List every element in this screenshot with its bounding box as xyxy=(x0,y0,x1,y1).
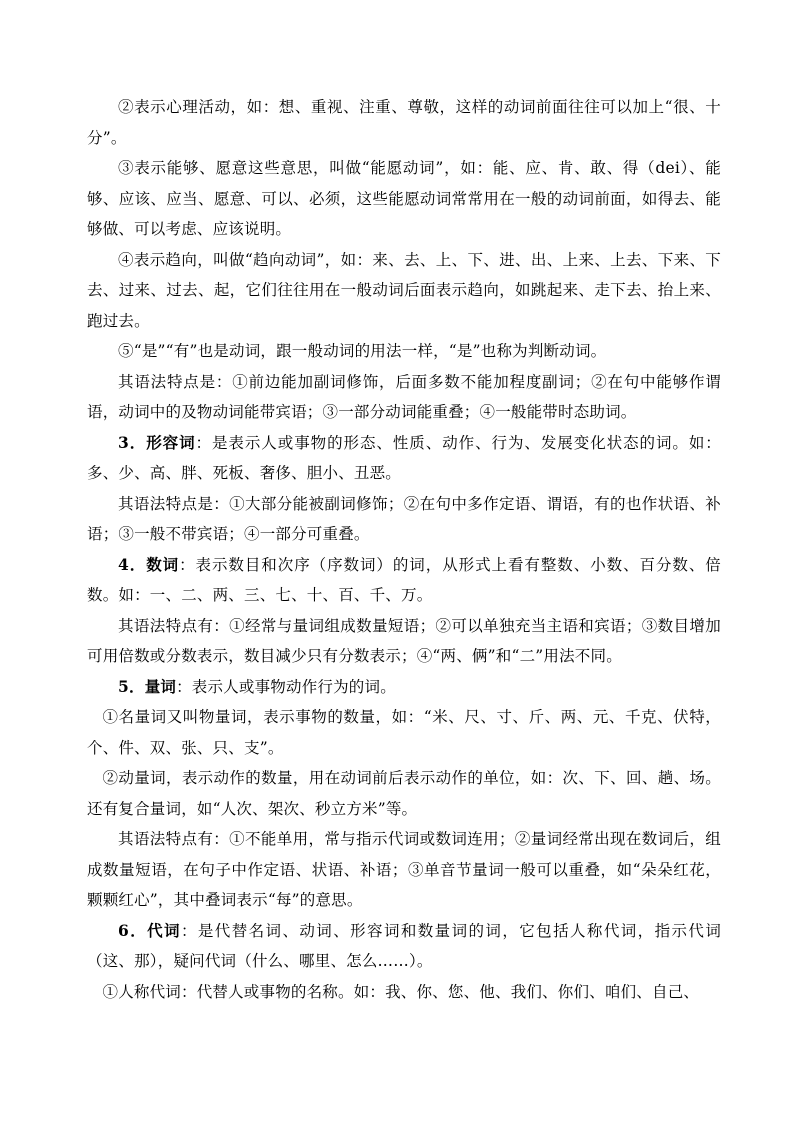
paragraph-text: ③表示能够、愿意这些意思，叫做“能愿动词”，如：能、应、肯、敢、得（dei）、能够、应该、应当、愿意、可以、必须，这些能愿动词常常用在一般的动词前面，如得去、能够做、可以考虑、应该说明。 xyxy=(87,159,721,238)
paragraph-modal-verbs xyxy=(87,153,721,245)
paragraph-text: ：是表示人或事物的形态、性质、动作、行为、发展变化状态的词。如：多、少、高、胖、死板、奢侈、胆小、丑恶。 xyxy=(87,433,722,482)
paragraph-text: 其语法特点是：①大部分能被副词修饰；②在句中多作定语、谓语，有的也作状语、补语；③一般不带宾语；④一部分可重叠。 xyxy=(87,494,721,543)
paragraph-text: ：表示数目和次序（序数词）的词，从形式上看有整数、小数、百分数、倍数。如：一、二、两、三、七、十、百、千、万。 xyxy=(87,555,721,604)
section-heading-numerals xyxy=(87,550,721,611)
paragraph-text: ④表示趋向，叫做“趋向动词”，如：来、去、上、下、进、出、上来、上去、下来、下去、过来、过去、起，它们往往用在一般动词后面表示趋向，如跳起来、走下去、抬上来、跑过去。 xyxy=(87,250,721,330)
paragraph-directional-verbs xyxy=(87,245,721,337)
paragraph-measure-word-grammar xyxy=(87,824,721,916)
paragraph-text: 其语法特点有：①不能单用，常与指示代词或数词连用；②量词经常出现在数词后，组成数量短语，在句子中作定语、状语、补语；③单音节量词一般可以重叠，如“朵朵红花，颗颗红心”，其中叠词表示“每”的意思。 xyxy=(87,830,721,909)
paragraph-text: ②动量词，表示动作的数量，用在动词前后表示动作的单位，如：次、下、回、趟、场。还有复合量词，如“人次、架次、秒立方米”等。 xyxy=(87,769,721,818)
paragraph-text: 其语法特点是：①前边能加副词修饰，后面多数不能加程度副词；②在句中能够作谓语，动词中的及物动词能带宾语；③一部分动词能重叠；④一般能带时态助词。 xyxy=(87,372,721,421)
paragraph-text: 其语法特点有：①经常与量词组成数量短语；②可以单独充当主语和宾语；③数目增加可用倍数或分数表示，数目减少只有分数表示；④“两、俩”和“二”用法不同。 xyxy=(87,616,721,665)
section-heading-pronouns xyxy=(87,916,721,977)
section-term: 数词 xyxy=(146,554,180,574)
section-heading-adjectives xyxy=(87,428,721,489)
section-number: 4． xyxy=(118,554,147,574)
section-number: 3． xyxy=(118,432,147,452)
paragraph-adjective-grammar xyxy=(87,489,721,550)
section-number: 5． xyxy=(118,676,145,696)
paragraph-text: ①名量词又叫物量词，表示事物的数量，如：“米、尺、寸、斤、两、元、千克、伏特，个、件、双、张、只、支”。 xyxy=(87,708,721,757)
section-number: 6． xyxy=(118,920,148,940)
paragraph-text: ①人称代词：代替人或事物的名称。如：我、你、您、他、我们、你们、咱们、自己、 xyxy=(102,982,700,1001)
paragraph-text: ：是代替名词、动词、形容词和数量词的词，它包括人称代词，指示代词（这、那），疑问代词（什么、哪里、怎么……）。 xyxy=(87,921,722,970)
paragraph-psych-verbs xyxy=(87,92,721,153)
section-term: 形容词 xyxy=(146,432,196,452)
paragraph-judgment-verbs xyxy=(87,336,721,367)
section-heading-measure-words xyxy=(87,672,721,703)
paragraph-nominal-measure-words xyxy=(87,702,721,763)
section-term: 量词 xyxy=(144,676,177,696)
document-body xyxy=(87,92,721,1007)
paragraph-numeral-grammar xyxy=(87,611,721,672)
paragraph-text: ：表示人或事物动作行为的词。 xyxy=(176,677,396,696)
paragraph-verb-grammar xyxy=(87,367,721,428)
paragraph-verbal-measure-words xyxy=(87,763,721,824)
paragraph-personal-pronouns xyxy=(87,977,721,1008)
paragraph-text: ②表示心理活动，如：想、重视、注重、尊敬，这样的动词前面往往可以加上“很、十分”。 xyxy=(87,98,721,147)
paragraph-text: ⑤“是”“有”也是动词，跟一般动词的用法一样，“是”也称为判断动词。 xyxy=(118,342,607,360)
section-term: 代词 xyxy=(147,920,181,940)
